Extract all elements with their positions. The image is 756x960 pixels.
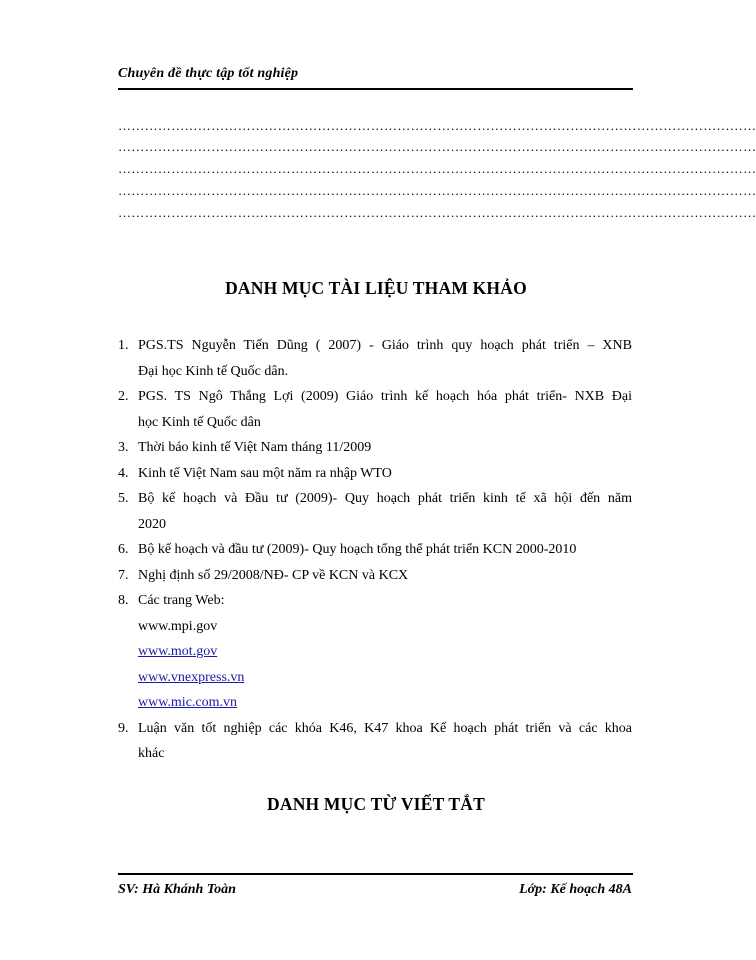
dotted-line: ………………………………………………………………………………………………………………………………	[118, 161, 756, 176]
item-text: khác	[138, 746, 165, 761]
item-text: học Kinh tế Quốc dân	[138, 414, 261, 430]
item-number: 1.	[118, 338, 129, 353]
abbreviations-heading: DANH MỤC TỪ VIẾT TẮT	[267, 794, 485, 814]
dotted-line: ………………………………………………………………………………………………………………………………	[118, 139, 756, 154]
website-item: www.mpi.gov	[138, 618, 218, 634]
list-item	[118, 588, 632, 614]
reference-list	[118, 333, 632, 767]
item-number: 5.	[118, 491, 129, 506]
item-number: 3.	[118, 440, 129, 455]
item-number: 2.	[118, 389, 129, 404]
header-rule	[118, 88, 633, 90]
references-heading: DANH MỤC TÀI LIỆU THAM KHẢO	[225, 278, 527, 298]
item-text: Các trang Web:	[138, 593, 225, 608]
item-number: 8.	[118, 593, 129, 608]
footer-rule	[118, 873, 633, 875]
item-text: Nghị định số 29/2008/NĐ- CP về KCN và KCX	[138, 567, 409, 583]
item-text: Đại học Kinh tế Quốc dân.	[138, 363, 289, 379]
website-link[interactable]: www.mic.com.vn	[138, 695, 238, 710]
item-number: 9.	[118, 720, 129, 736]
list-item	[118, 384, 632, 435]
item-text: Luận văn tốt nghiệp các khóa K46, K47 khoa Kế hoạch phát triển và các khoa	[138, 720, 632, 736]
item-text: 2020	[138, 516, 166, 532]
list-item	[118, 486, 632, 537]
item-text: PGS.TS Nguyễn Tiến Dũng ( 2007) - Giáo trình quy hoạch phát triển – XNB	[138, 338, 632, 353]
dotted-line: ………………………………………………………………………………………………………………………………	[118, 183, 756, 198]
item-number: 7.	[118, 567, 129, 583]
website-link[interactable]: www.mot.gov	[138, 644, 218, 659]
list-item	[118, 333, 632, 384]
footer-student: SV: Hà Khánh Toàn	[118, 882, 236, 897]
item-text: Kinh tế Việt Nam sau một năm ra nhập WTO	[138, 465, 392, 481]
footer-class: Lớp: Kế hoạch 48A	[519, 882, 632, 897]
list-item	[118, 435, 632, 461]
list-item	[118, 537, 632, 563]
item-number: 6.	[118, 542, 129, 557]
list-item	[118, 716, 632, 767]
list-item	[118, 461, 632, 487]
website-link[interactable]: www.vnexpress.vn	[138, 669, 245, 685]
dotted-line: ………………………………………………………………………………………………………………………………	[118, 205, 756, 220]
item-text: Thời báo kinh tế Việt Nam tháng 11/2009	[138, 440, 372, 455]
item-text: Bộ kế hoạch và đầu tư (2009)- Quy hoạch tổng thể phát triển KCN 2000-2010	[138, 542, 577, 557]
item-text: PGS. TS Ngô Thắng Lợi (2009) Giáo trình kế hoạch hóa phát triển- NXB Đại	[138, 389, 632, 404]
header-title: Chuyên đề thực tập tốt nghiệp	[118, 66, 299, 81]
item-text: Bộ kế hoạch và Đầu tư (2009)- Quy hoạch phát triển kinh tế xã hội đến năm	[138, 491, 632, 506]
item-number: 4.	[118, 465, 129, 481]
dotted-line: ………………………………………………………………………………………………………………………………	[118, 118, 756, 133]
list-item	[118, 563, 632, 589]
